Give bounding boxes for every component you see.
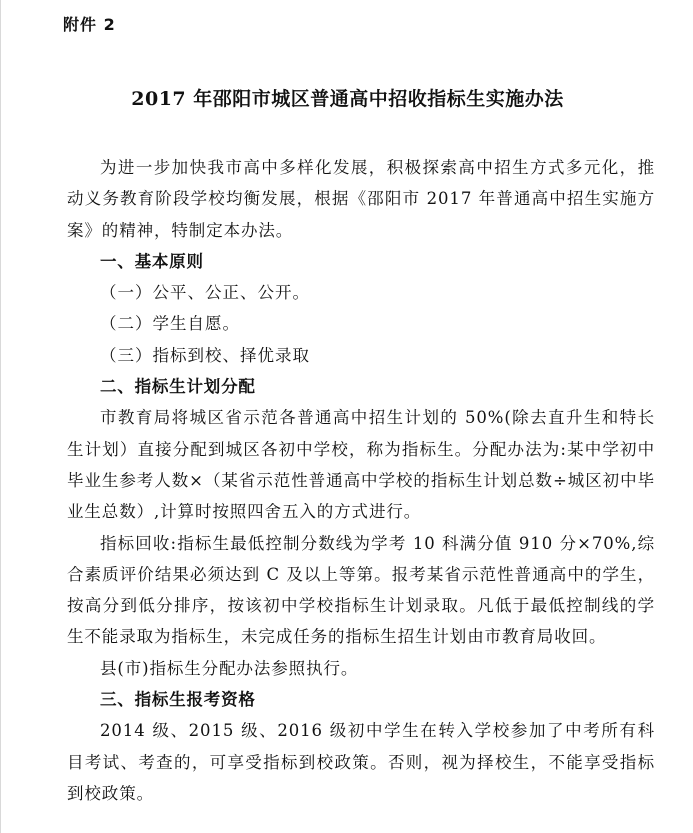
document-body: [67, 152, 655, 809]
intro-paragraph: 为进一步加快我市高中多样化发展，积极探索高中招生方式多元化，推动义务教育阶段学校均衡发展，根据《邵阳市 2017 年普通高中招生实施方案》的精神，特制定本办法。: [67, 158, 655, 240]
county-reference-paragraph: 县(市)指标生分配办法参照执行。: [100, 658, 359, 678]
section-3-heading: 三、指标生报考资格: [100, 690, 256, 710]
section-1-heading: 一、基本原则: [100, 251, 204, 271]
document-title: 2017 年邵阳市城区普通高中招收指标生实施办法: [131, 88, 564, 110]
eligibility-paragraph: 2014 级、2015 级、2016 级初中学生在转入学校参加了中考所有科目考试、考查的，可享受指标到校政策。否则，视为择校生，不能享受指标到校政策。: [67, 721, 655, 803]
principle-item-1: （一）公平、公正、公开。: [100, 283, 310, 303]
principle-item-2: （二）学生自愿。: [100, 314, 240, 334]
quota-recovery-paragraph: 指标回收:指标生最低控制分数线为学考 10 科满分值 910 分×70%,综合素质评价结果必须达到 C 及以上等第。报考某省示范性普通高中的学生，按高分到低分排序，按该初中学校指标生计划录取。凡低于最低控制线的学生不能录取为指标生，未完成任务的指标生招生计划由市教育局收回。: [67, 533, 655, 647]
attachment-label: 附件 2: [63, 15, 116, 34]
principle-item-3: （三）指标到校、择优录取: [100, 345, 310, 365]
allocation-paragraph: 市教育局将城区省示范各普通高中招生计划的 50%(除去直升生和特长生计划）直接分配到城区各初中学校，称为指标生。分配办法为:某中学初中毕业生参考人数×（某省示范性普通高中学校的指标生计划总数÷城区初中毕业生总数）,计算时按照四舍五入的方式进行。: [67, 408, 655, 522]
section-2-heading: 二、指标生计划分配: [100, 377, 256, 397]
